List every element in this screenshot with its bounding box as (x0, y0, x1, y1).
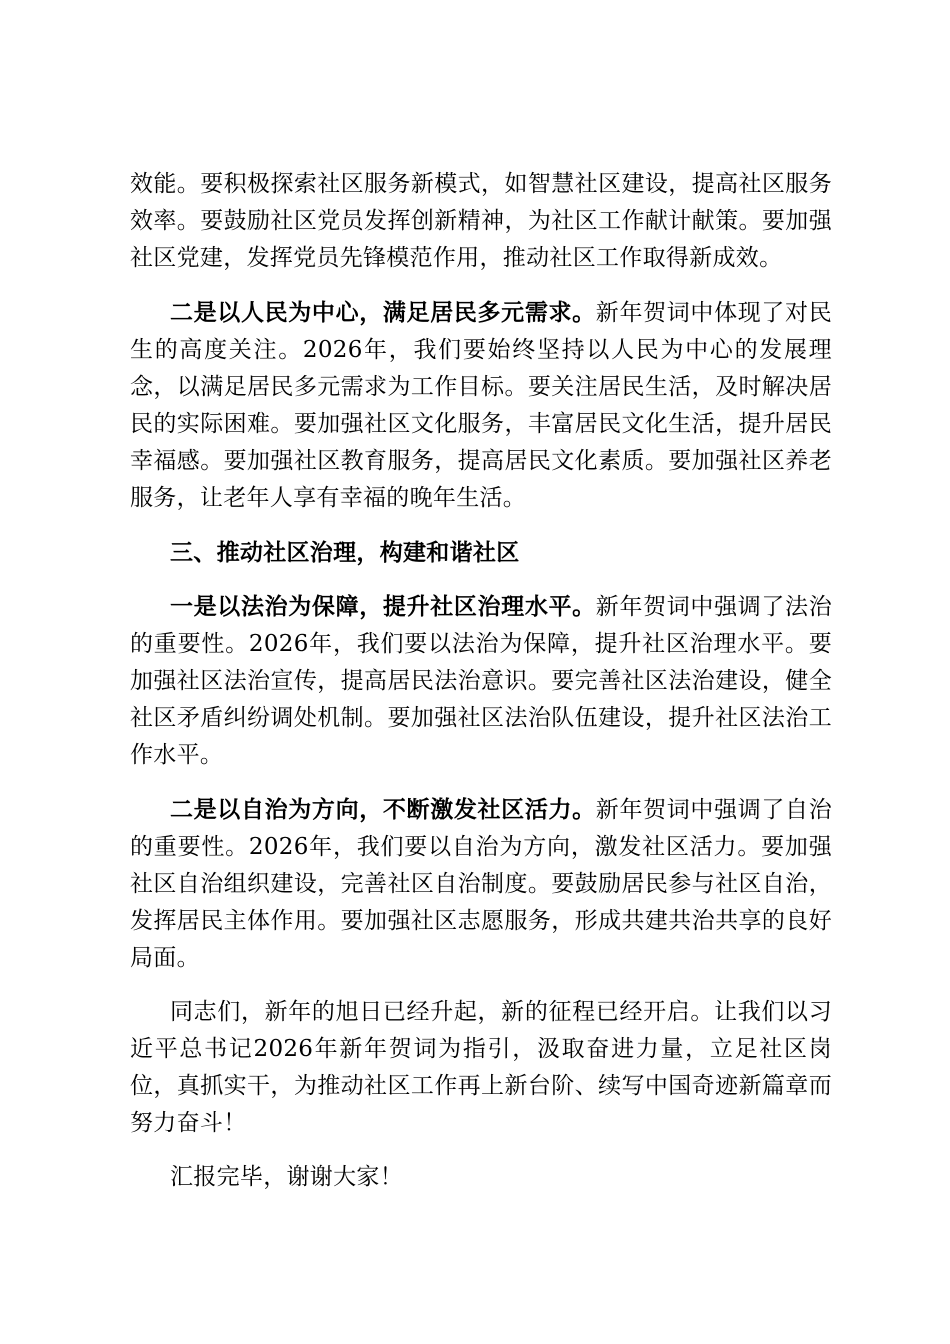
section-heading: 三、推动社区治理，构建和谐社区 (170, 539, 520, 566)
paragraph-text: 新年贺词中强调了自治的重要性。2026年，我们要以自治为方向，激发社区活力。要加强社区自治组织建设，完善社区自治制度。要鼓励居民参与社区自治，发挥居民主体作用。要加强社区志愿服务，形成共建共治共享的良好局面。 (130, 797, 832, 971)
paragraph-lead: 二是以人民为中心，满足居民多元需求。 (170, 299, 596, 326)
paragraph-conclusion (130, 994, 832, 1142)
paragraph-text: 汇报完毕，谢谢大家！ (170, 1164, 403, 1190)
paragraph-self-governance (130, 791, 832, 977)
paragraph-text: 新年贺词中体现了对民生的高度关注。2026年，我们要始终坚持以人民为中心的发展理念，以满足居民多元需求为工作目标。要关注居民生活，及时解决居民的实际困难。要加强社区文化服务，丰富居民文化生活，提升居民幸福感。要加强社区教育服务，提高居民文化素质。要加强社区养老服务，让老年人享有幸福的晚年生活。 (130, 300, 832, 511)
paragraph-lead: 一是以法治为保障，提升社区治理水平。 (170, 593, 596, 620)
paragraph-continuation (130, 166, 832, 277)
paragraph-closing (130, 1159, 832, 1196)
paragraph-text: 效能。要积极探索社区服务新模式，如智慧社区建设，提高社区服务效率。要鼓励社区党员发挥创新精神，为社区工作献计献策。要加强社区党建，发挥党员先锋模范作用，推动社区工作取得新成效。 (130, 171, 832, 271)
paragraph-rule-of-law (130, 588, 832, 774)
paragraph-text: 新年贺词中强调了法治的重要性。2026年，我们要以法治为保障，提升社区治理水平。要加强社区法治宣传，提高居民法治意识。要完善社区法治建设，健全社区矛盾纠纷调处机制。要加强社区法治队伍建设，提升社区法治工作水平。 (130, 594, 832, 768)
paragraph-people-centered (130, 294, 832, 517)
paragraph-lead: 二是以自治为方向，不断激发社区活力。 (170, 796, 596, 823)
document-page (130, 166, 832, 1213)
paragraph-text: 同志们，新年的旭日已经升起，新的征程已经开启。让我们以习近平总书记2026年新年贺词为指引，汲取奋进力量，立足社区岗位，真抓实干，为推动社区工作再上新台阶、续写中国奇迹新篇章而努力奋斗！ (130, 999, 832, 1136)
